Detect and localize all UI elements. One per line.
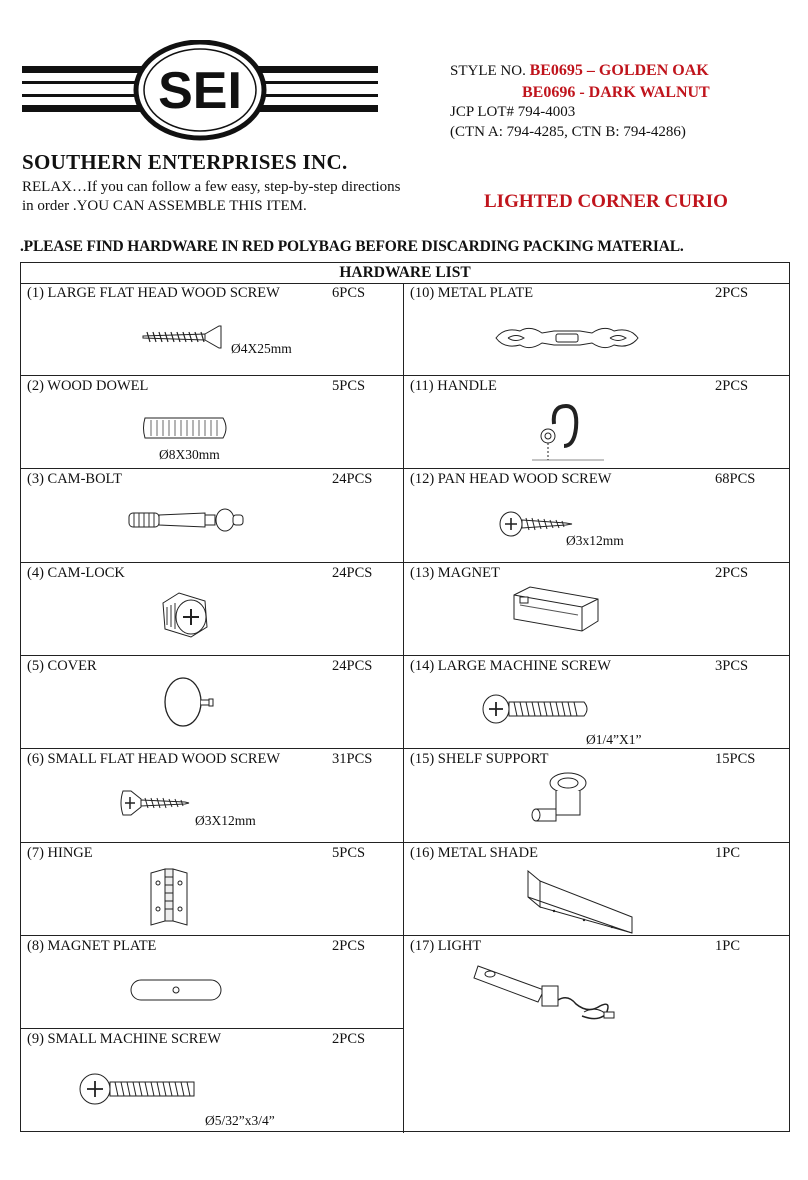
item-size: Ø1/4”X1” [586, 732, 642, 747]
item-quantity: 15PCS [715, 751, 756, 767]
light-icon [472, 956, 632, 1026]
item-name: (4) CAM-LOCK [27, 565, 125, 581]
item-quantity: 2PCS [715, 378, 749, 394]
relax-line-1: RELAX…If you can follow a few easy, step-by-step directions [22, 179, 401, 195]
magnet-icon [508, 585, 604, 635]
item-size: Ø4X25mm [231, 341, 292, 356]
hardware-item [21, 936, 403, 1029]
hardware-item [21, 563, 403, 656]
item-quantity: 24PCS [332, 658, 373, 674]
style-label: STYLE NO. [450, 63, 526, 79]
hardware-list-title: HARDWARE LIST [21, 263, 789, 284]
handle-icon [526, 398, 606, 464]
hardware-item [21, 843, 403, 936]
small-machine-screw-icon [77, 1071, 201, 1107]
item-name: (14) LARGE MACHINE SCREW [410, 658, 611, 674]
item-quantity: 31PCS [332, 751, 373, 767]
sei-logo [22, 40, 378, 158]
hardware-item [404, 283, 789, 376]
item-name: (13) MAGNET [410, 565, 500, 581]
item-quantity: 24PCS [332, 471, 373, 487]
hardware-item [404, 749, 789, 843]
item-name: (1) LARGE FLAT HEAD WOOD SCREW [27, 285, 280, 301]
wood-dowel-icon [141, 412, 231, 444]
item-quantity: 3PCS [715, 658, 749, 674]
item-name: (9) SMALL MACHINE SCREW [27, 1031, 222, 1047]
item-name: (5) COVER [27, 658, 97, 674]
item-name: (15) SHELF SUPPORT [410, 751, 549, 767]
item-size: Ø8X30mm [159, 447, 220, 462]
item-quantity: 2PCS [715, 285, 749, 301]
item-name: (6) SMALL FLAT HEAD WOOD SCREW [27, 751, 281, 767]
item-name: (12) PAN HEAD WOOD SCREW [410, 471, 612, 487]
item-quantity: 24PCS [332, 565, 373, 581]
small-flat-head-screw-icon [117, 787, 197, 819]
metal-shade-icon [524, 867, 636, 937]
item-name: (17) LIGHT [410, 938, 482, 954]
metal-plate-icon [490, 323, 644, 353]
hardware-item [404, 376, 789, 469]
hardware-item [404, 563, 789, 656]
item-name: (16) METAL SHADE [410, 845, 538, 861]
shelf-support-icon [522, 769, 602, 839]
item-quantity: 2PCS [332, 938, 366, 954]
item-quantity: 1PC [715, 938, 740, 954]
hardware-item [21, 283, 403, 376]
hardware-item [21, 656, 403, 749]
cam-bolt-icon [125, 505, 249, 535]
style-line-1 [450, 62, 709, 80]
item-size: Ø3X12mm [195, 813, 256, 828]
item-name: (11) HANDLE [410, 378, 497, 394]
hardware-item [404, 469, 789, 563]
product-title: LIGHTED CORNER CURIO [484, 191, 728, 212]
magnet-plate-icon [127, 976, 227, 1004]
item-size: Ø5/32”x3/4” [205, 1113, 275, 1128]
hinge-icon [147, 865, 203, 929]
item-quantity: 5PCS [332, 845, 366, 861]
logo-text: SEI [158, 62, 242, 120]
hardware-item [404, 656, 789, 749]
large-flat-head-screw-icon [139, 321, 229, 349]
cover-icon [161, 672, 221, 732]
item-quantity: 2PCS [332, 1031, 366, 1047]
item-name: (3) CAM-BOLT [27, 471, 122, 487]
item-quantity: 1PC [715, 845, 740, 861]
relax-line-2: in order .YOU CAN ASSEMBLE THIS ITEM. [22, 198, 307, 214]
item-quantity: 6PCS [332, 285, 366, 301]
item-name: (7) HINGE [27, 845, 93, 861]
style-number-1: BE0695 – GOLDEN OAK [529, 62, 709, 79]
style-number-2: BE0696 - DARK WALNUT [522, 84, 710, 101]
hardware-item [404, 936, 789, 1029]
item-quantity: 5PCS [332, 378, 366, 394]
item-name: (10) METAL PLATE [410, 285, 534, 301]
cam-lock-icon [155, 589, 215, 641]
item-size: Ø3x12mm [566, 533, 624, 548]
company-name: SOUTHERN ENTERPRISES INC. [22, 150, 348, 174]
lot-number: JCP LOT# 794-4003 [450, 104, 576, 120]
hardware-item [21, 749, 403, 843]
hardware-item [21, 469, 403, 563]
item-quantity: 2PCS [715, 565, 749, 581]
item-name: (2) WOOD DOWEL [27, 378, 149, 394]
item-name: (8) MAGNET PLATE [27, 938, 157, 954]
hardware-item [404, 843, 789, 936]
item-quantity: 68PCS [715, 471, 756, 487]
hardware-table [20, 262, 790, 1132]
large-machine-screw-icon [480, 692, 592, 726]
carton-numbers: (CTN A: 794-4285, CTN B: 794-4286) [450, 124, 686, 140]
hardware-item [21, 376, 403, 469]
hardware-notice: .PLEASE FIND HARDWARE IN RED POLYBAG BEFORE DISCARDING PACKING MATERIAL. [20, 238, 684, 255]
hardware-item [21, 1029, 403, 1133]
